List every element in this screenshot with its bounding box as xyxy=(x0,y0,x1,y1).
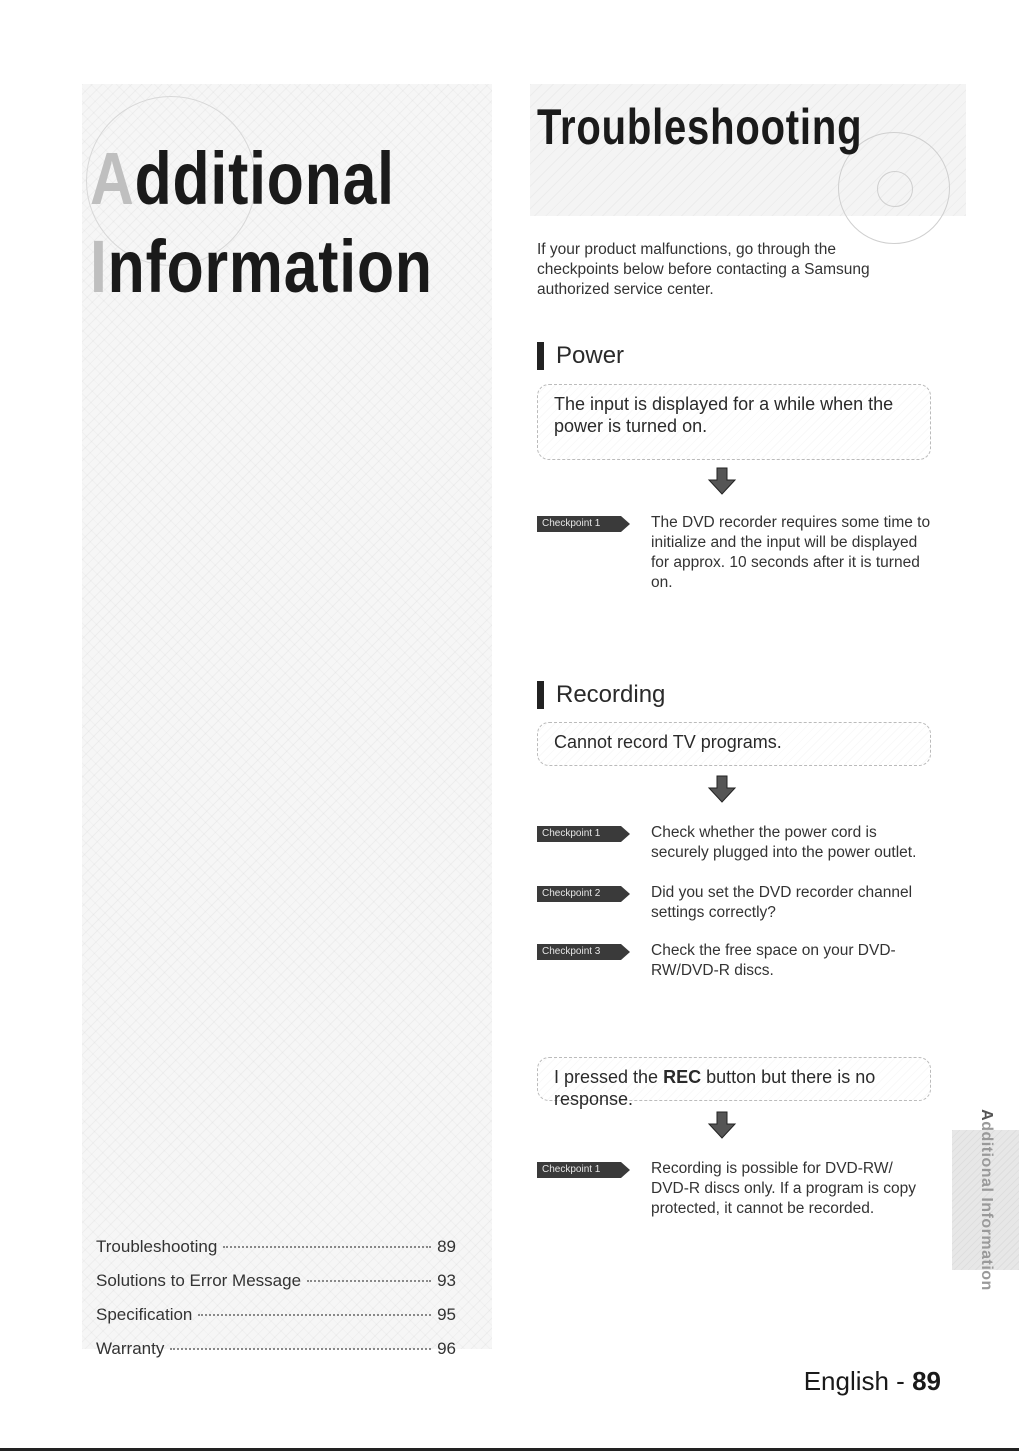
toc-label: Solutions to Error Message xyxy=(96,1271,302,1290)
toc-leader xyxy=(307,1280,431,1282)
toc-label: Specification xyxy=(96,1305,193,1324)
checkpoint-badge: Checkpoint 1 xyxy=(537,1162,621,1178)
rec-button-label: REC xyxy=(663,1067,702,1087)
page-footer xyxy=(804,1366,941,1397)
power-checkpoint-1 xyxy=(537,513,933,593)
power-problem-text: The input is displayed for a while when the power is turned on. xyxy=(554,394,894,436)
problem-text: button but there is no response. xyxy=(554,1067,876,1109)
recording-problem-box xyxy=(537,722,931,766)
checkpoint-badge: Checkpoint 1 xyxy=(537,826,621,842)
problem-text: I pressed the xyxy=(554,1067,664,1087)
recording-checkpoint-3 xyxy=(537,941,933,981)
title-word-1: dditional xyxy=(134,137,395,220)
power-heading xyxy=(537,342,624,370)
checkpoint-text: Check the free space on your DVD-RW/DVD-R discs. xyxy=(651,942,896,979)
section-title xyxy=(90,135,433,311)
heading-bar xyxy=(537,342,544,370)
rec-checkpoint-1 xyxy=(537,1159,933,1219)
checkpoint-badge: Checkpoint 3 xyxy=(537,944,621,960)
title-accent-letter: I xyxy=(90,225,108,308)
heading-bar xyxy=(537,681,544,709)
toc-leader xyxy=(170,1348,431,1350)
title-word-2: nformation xyxy=(107,225,433,308)
side-tab-initial: A xyxy=(978,1109,995,1122)
toc-item-specification xyxy=(96,1305,456,1339)
checkpoint-text: Check whether the power cord is securely plugged into the power outlet. xyxy=(651,824,917,861)
toc-leader xyxy=(198,1314,431,1316)
power-heading-label: Power xyxy=(556,342,625,369)
intro-text: If your product malfunctions, go through the checkpoints below before contacting a Samsung authorized service center. xyxy=(537,241,870,298)
recording-problem-text: Cannot record TV programs. xyxy=(554,732,782,752)
toc-page: 93 xyxy=(437,1271,456,1290)
checkpoint-text: The DVD recorder requires some time to initialize and the input will be displayed for approx. 10 seconds after it is turned on. xyxy=(651,514,931,591)
recording-checkpoint-2 xyxy=(537,883,933,923)
toc-item-troubleshooting xyxy=(96,1237,456,1271)
down-arrow-icon xyxy=(705,774,739,804)
checkpoint-text: Did you set the DVD recorder channel settings correctly? xyxy=(651,884,913,921)
toc-leader xyxy=(223,1246,431,1248)
toc-item-warranty xyxy=(96,1339,456,1373)
toc-item-error-message xyxy=(96,1271,456,1305)
side-tab-rest: dditional Information xyxy=(978,1121,995,1291)
checkpoint-text: Recording is possible for DVD-RW/ DVD-R discs only. If a program is copy protected, it cannot be recorded. xyxy=(651,1160,917,1217)
toc-page: 96 xyxy=(437,1339,456,1358)
table-of-contents xyxy=(96,1237,456,1373)
footer-language: English - xyxy=(803,1366,913,1396)
toc-page: 89 xyxy=(437,1237,456,1256)
recording-checkpoint-1 xyxy=(537,823,933,863)
chapter-side-tab-label xyxy=(977,1109,995,1291)
page-title: Troubleshooting xyxy=(537,99,863,155)
recording-heading-label: Recording xyxy=(556,681,666,708)
toc-page: 95 xyxy=(437,1305,456,1324)
power-problem-box xyxy=(537,384,931,460)
recording-heading xyxy=(537,681,665,709)
page-number: 89 xyxy=(912,1366,941,1396)
title-accent-letter: A xyxy=(90,137,135,220)
toc-label: Warranty xyxy=(96,1339,165,1358)
down-arrow-icon xyxy=(705,466,739,496)
rec-button-problem-box xyxy=(537,1057,931,1109)
toc-label: Troubleshooting xyxy=(96,1237,218,1256)
down-arrow-icon xyxy=(705,1110,739,1140)
checkpoint-badge: Checkpoint 1 xyxy=(537,516,621,532)
checkpoint-badge: Checkpoint 2 xyxy=(537,886,621,902)
